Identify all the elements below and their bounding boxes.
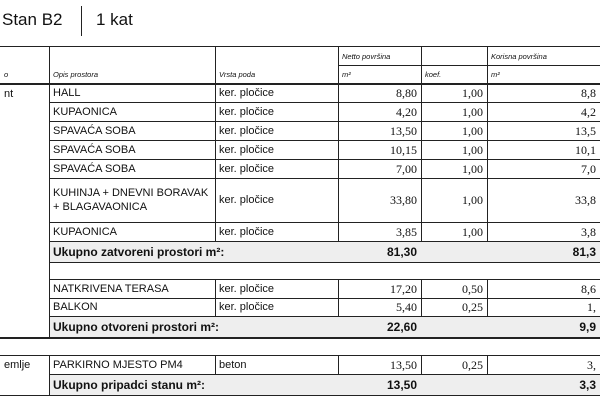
col-header-korisna-group: Korisna površina (491, 52, 547, 61)
open-row-0-coef: 0,50 (462, 281, 483, 296)
closed-section-label: nt (4, 88, 14, 100)
open-total-net: 22,60 (386, 319, 417, 334)
belonging-row-0-coef: 0,25 (462, 358, 483, 372)
open-row-1-name: BALKON (53, 301, 98, 313)
closed-row-0-net: 8,80 (396, 86, 417, 100)
closed-row-0-usable: 8,8 (581, 86, 596, 100)
closed-row-5-usable: 33,8 (575, 193, 596, 207)
closed-row-3-usable: 10,1 (575, 142, 596, 157)
grid-line (338, 355, 339, 374)
col-header-description: Opis prostora (53, 70, 99, 79)
closed-row-5-floor: ker. pločice (219, 194, 275, 206)
grid-line (421, 355, 422, 374)
grid-line (421, 46, 422, 241)
closed-row-6-coef: 1,00 (462, 224, 483, 239)
closed-total-usable: 81,3 (572, 244, 596, 259)
closed-row-1-coef: 1,00 (462, 104, 483, 119)
grid-line (49, 102, 600, 103)
grid-line (49, 355, 50, 395)
grid-line (338, 279, 339, 316)
closed-row-6-usable: 3,8 (581, 224, 596, 239)
closed-total-net: 81,30 (386, 244, 417, 259)
open-row-1-floor: ker. pločice (219, 301, 275, 313)
belonging-total-label: Ukupno pripadci stanu m²: (53, 377, 206, 392)
closed-row-0-floor: ker. pločice (219, 87, 275, 99)
header-divider (81, 6, 82, 36)
open-row-0-name: NATKRIVENA TERASA (53, 282, 169, 295)
open-total-usable: 9,9 (579, 319, 596, 334)
open-row-1-net: 5,40 (396, 300, 417, 314)
grid-line (0, 83, 600, 85)
closed-row-0-name: HALL (53, 87, 81, 99)
closed-row-2-name: SPAVAĆA SOBA (53, 124, 136, 137)
grid-line (49, 46, 50, 337)
closed-row-5-name: KUHINJA + DNEVNI BORAVAK + BLAGAVAONICA (53, 187, 209, 213)
open-row-1-usable: 1, (587, 300, 596, 314)
closed-row-5-coef: 1,00 (462, 193, 483, 207)
grid-line (215, 279, 216, 316)
closed-row-1-floor: ker. pločice (219, 105, 275, 118)
grid-line (338, 65, 600, 66)
closed-row-3-name: SPAVAĆA SOBA (53, 143, 136, 156)
closed-row-4-usable: 7,0 (581, 161, 596, 176)
closed-row-4-floor: ker. pločice (219, 162, 275, 175)
col-header-0: o (4, 70, 9, 79)
belonging-section-label: emlje (4, 359, 31, 371)
grid-line (49, 178, 600, 179)
closed-total-label: Ukupno zatvoreni prostori m²: (53, 244, 225, 259)
belonging-row-0-floor: beton (219, 359, 247, 371)
grid-line (0, 337, 600, 339)
grid-line (421, 279, 422, 316)
grid-line (49, 159, 600, 160)
closed-row-3-coef: 1,00 (462, 142, 483, 157)
col-header-coef: koef. (425, 70, 442, 79)
closed-row-6-floor: ker. pločice (219, 225, 275, 238)
grid-line (487, 279, 488, 316)
closed-row-1-usable: 4,2 (581, 104, 596, 119)
col-header-net-unit: m² (342, 70, 351, 79)
col-header-usable-unit: m² (491, 70, 500, 79)
grid-line (487, 46, 488, 241)
grid-line (487, 355, 488, 374)
belonging-total-usable: 3,3 (579, 377, 596, 392)
document-header (0, 0, 600, 44)
grid-line (49, 298, 600, 299)
closed-row-5-net: 33,80 (390, 193, 417, 207)
open-row-1-coef: 0,25 (462, 300, 483, 314)
closed-row-6-net: 3,85 (396, 224, 417, 239)
open-row-0-usable: 8,6 (581, 281, 596, 296)
closed-row-1-name: KUPAONICA (53, 105, 117, 118)
closed-row-2-floor: ker. pločice (219, 124, 275, 137)
grid-line (49, 279, 600, 280)
closed-row-1-net: 4,20 (396, 104, 417, 119)
col-header-floor-type: Vrsta poda (219, 70, 256, 79)
grid-line (49, 222, 600, 223)
grid-line (0, 355, 600, 356)
apartment-label: Stan B2 (2, 10, 63, 29)
closed-row-0-coef: 1,00 (462, 86, 483, 100)
grid-line (49, 241, 600, 242)
belonging-row-0-usable: 3, (587, 358, 596, 372)
open-total-label: Ukupno otvoreni prostori m²: (53, 319, 219, 334)
belonging-total-net: 13,50 (386, 377, 417, 392)
grid-line (49, 374, 600, 375)
grid-line (0, 395, 600, 396)
grid-line (49, 316, 600, 317)
closed-row-4-coef: 1,00 (462, 161, 483, 176)
closed-row-2-usable: 13,5 (575, 123, 596, 138)
closed-row-3-net: 10,15 (390, 142, 417, 157)
closed-row-2-coef: 1,00 (462, 123, 483, 138)
open-row-0-floor: ker. pločice (219, 282, 275, 295)
closed-row-6-name: KUPAONICA (53, 225, 117, 238)
grid-line (49, 121, 600, 122)
open-row-0-net: 17,20 (390, 281, 417, 296)
closed-row-3-floor: ker. pločice (219, 143, 275, 156)
belonging-row-0-net: 13,50 (390, 358, 417, 372)
grid-line (49, 262, 600, 263)
col-header-netto-group: Netto površina (342, 52, 391, 61)
closed-row-4-name: SPAVAĆA SOBA (53, 162, 136, 175)
grid-line (338, 46, 339, 241)
closed-row-4-net: 7,00 (396, 161, 417, 176)
belonging-row-0-name: PARKIRNO MJESTO PM4 (53, 359, 183, 371)
grid-line (215, 46, 216, 241)
closed-row-2-net: 13,50 (390, 123, 417, 138)
grid-line (215, 355, 216, 374)
grid-line (0, 46, 600, 47)
grid-line (49, 140, 600, 141)
floor-label: 1 kat (96, 10, 133, 29)
